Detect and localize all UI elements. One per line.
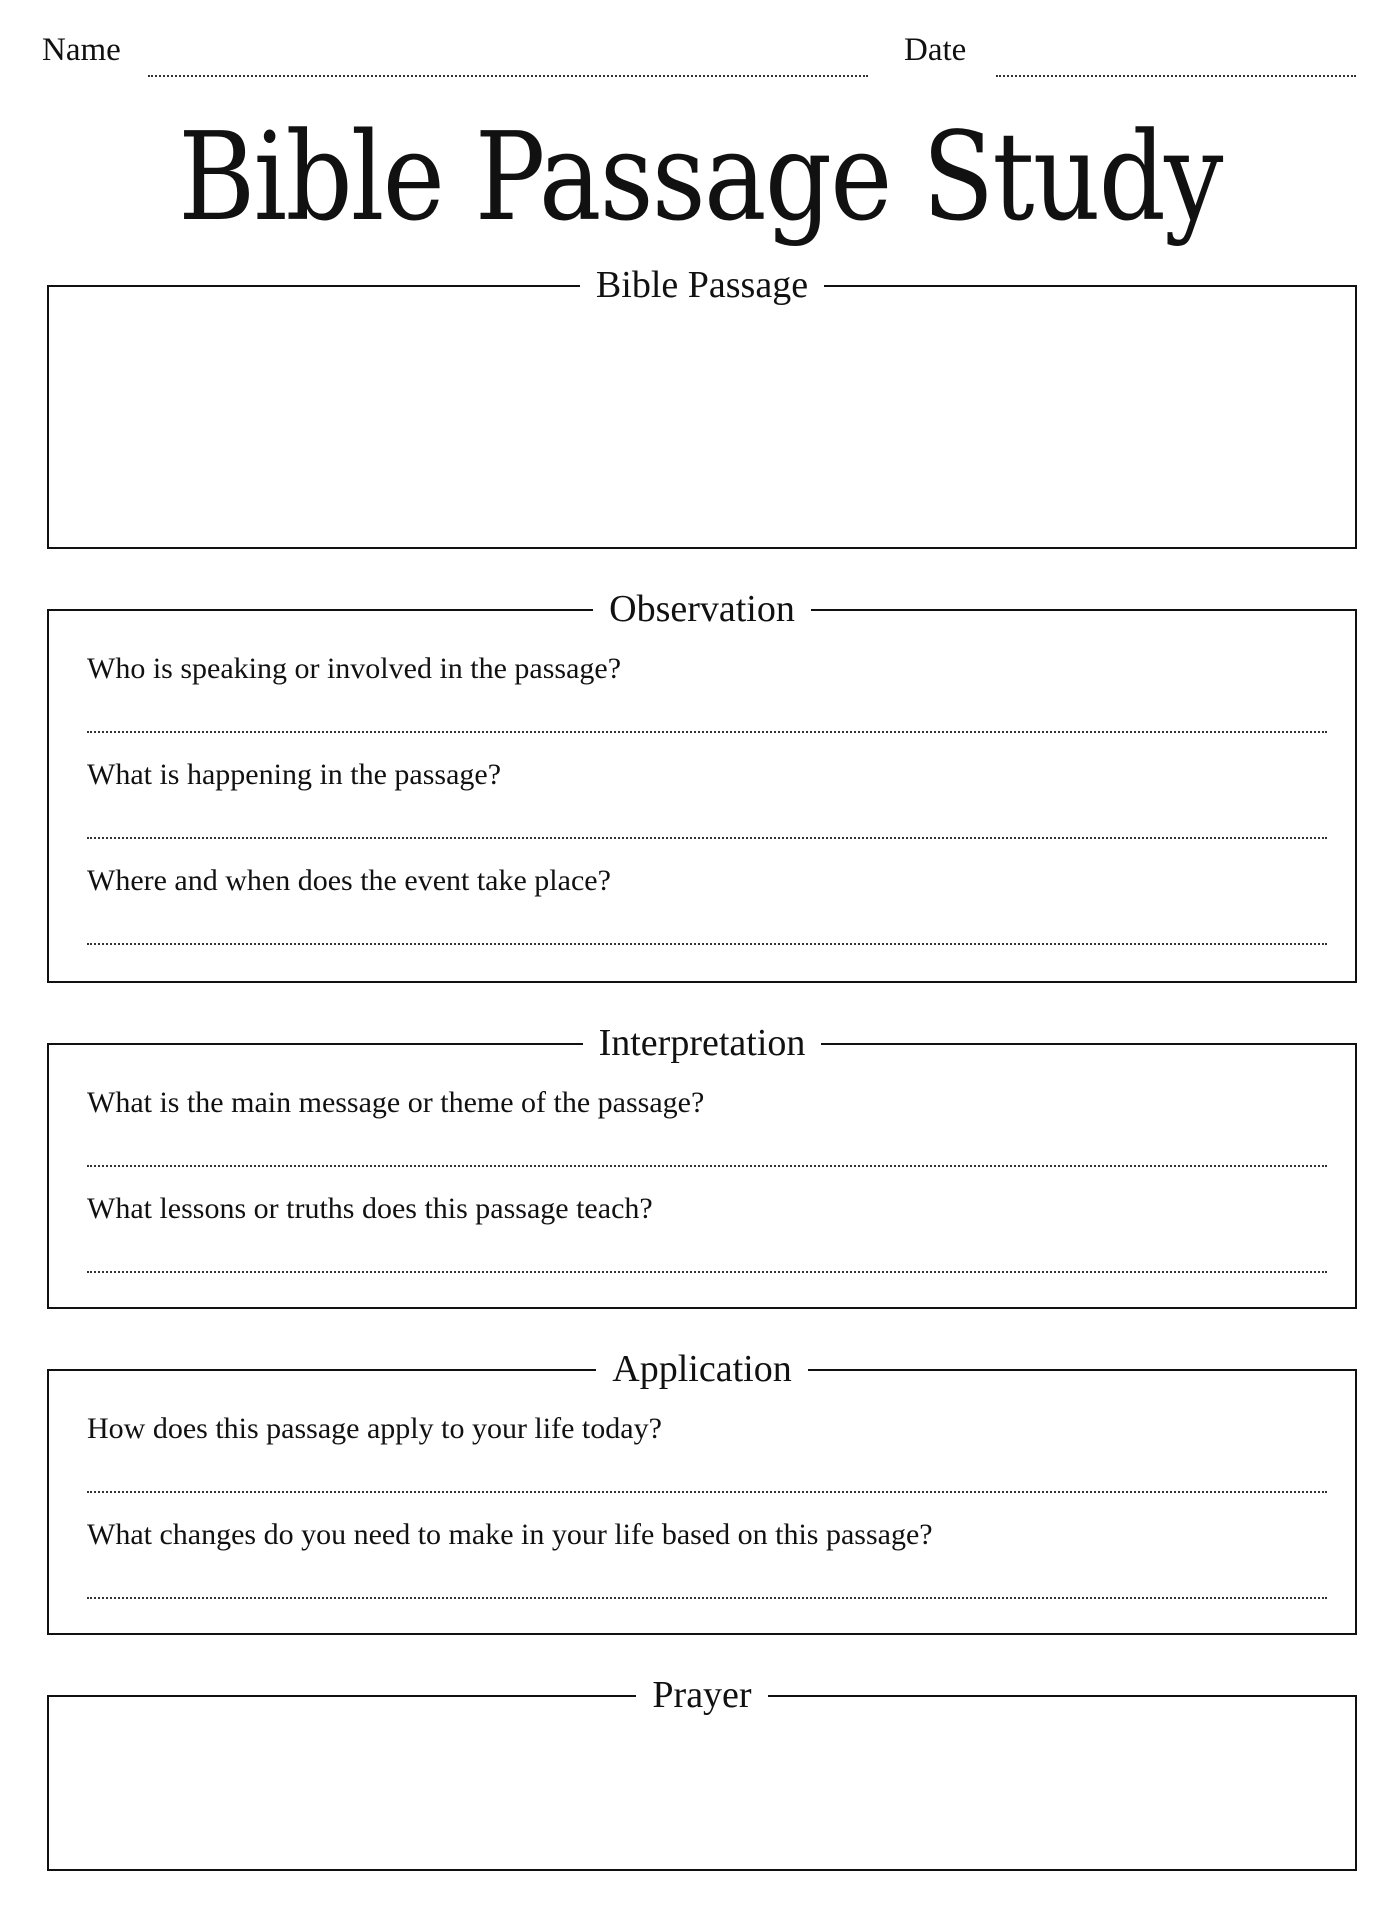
question-block [87, 1409, 1327, 1515]
date-field[interactable] [996, 75, 1356, 77]
prayer-writing-area[interactable] [59, 1723, 1345, 1859]
question-text: What is happening in the passage? [87, 758, 502, 791]
date-label: Date [904, 32, 967, 68]
answer-line[interactable] [87, 1165, 1327, 1167]
observation-section [47, 588, 1357, 983]
question-text: What changes do you need to make in your life based on this passage? [87, 1518, 933, 1551]
answer-line[interactable] [87, 1271, 1327, 1273]
answer-line[interactable] [87, 1597, 1327, 1599]
question-text: Where and when does the event take place? [87, 864, 611, 897]
question-block [87, 1189, 1327, 1295]
answer-line[interactable] [87, 731, 1327, 733]
question-block [87, 755, 1327, 861]
prayer-heading: Prayer [636, 1672, 767, 1718]
question-text: How does this passage apply to your life today? [87, 1412, 662, 1445]
question-text: What is the main message or theme of the passage? [87, 1086, 705, 1119]
name-field[interactable] [148, 75, 868, 77]
answer-line[interactable] [87, 837, 1327, 839]
question-block [87, 649, 1327, 755]
interpretation-section [47, 1022, 1357, 1309]
prayer-section [47, 1674, 1357, 1871]
question-text: Who is speaking or involved in the passage? [87, 652, 622, 685]
answer-line[interactable] [87, 943, 1327, 945]
page-title: Bible Passage Study [178, 106, 1222, 248]
answer-line[interactable] [87, 1491, 1327, 1493]
question-text: What lessons or truths does this passage teach? [87, 1192, 653, 1225]
interpretation-heading: Interpretation [583, 1020, 822, 1066]
application-heading: Application [596, 1346, 807, 1392]
bible-passage-section [47, 264, 1357, 549]
application-section [47, 1348, 1357, 1635]
name-label: Name [42, 32, 121, 68]
observation-heading: Observation [593, 586, 811, 632]
bible-passage-heading: Bible Passage [580, 262, 824, 308]
question-block [87, 1515, 1327, 1621]
question-block [87, 861, 1327, 967]
bible-passage-writing-area[interactable] [59, 313, 1345, 537]
question-block [87, 1083, 1327, 1189]
